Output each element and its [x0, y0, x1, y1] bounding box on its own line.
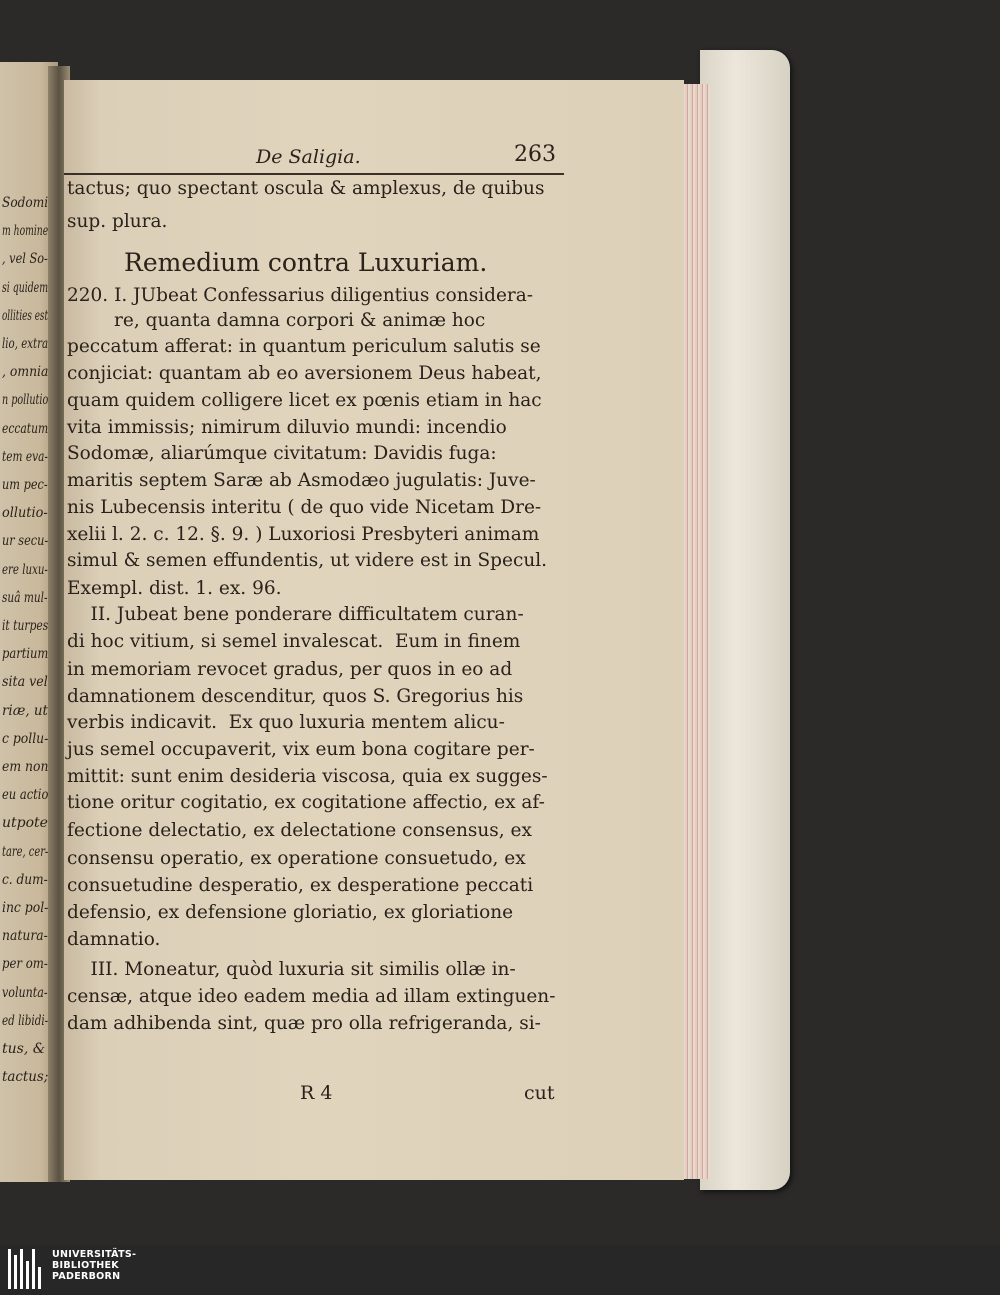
left-page-line: ollities est [2, 307, 48, 324]
left-page-line: tactus; [2, 1069, 49, 1086]
text-line: vita immissis; nimirum diluvio mundi: incendio [67, 417, 507, 438]
text-line: re, quanta damna corpori & animæ hoc [67, 310, 486, 331]
left-page-line: ur secu- [2, 533, 49, 550]
library-logo-icon [8, 1249, 46, 1289]
text-line: fectione delectatio, ex delectatione consensus, ex [67, 820, 532, 841]
left-page-line: eccatum [2, 420, 49, 437]
left-page-line: tus, & [2, 1041, 46, 1057]
left-page-line: um pec- [2, 477, 48, 493]
left-page-line: m homine [2, 223, 49, 240]
left-page-line: ed libidi- [2, 1012, 49, 1029]
left-page-line: Sodomi [2, 195, 49, 211]
section-heading: Remedium contra Luxuriam. [124, 248, 488, 277]
left-page-line: ere luxu- [2, 561, 48, 578]
signature-mark: R 4 [300, 1082, 333, 1104]
left-page-line: eu actio [2, 787, 49, 804]
text-line: jus semel occupaverit, vix eum bona cogitare per- [67, 739, 535, 760]
left-page-line: inc pol- [2, 900, 49, 916]
text-line: damnatio. [67, 929, 161, 950]
text-line: conjiciat: quantam ab eo aversionem Deus habeat, [67, 363, 542, 384]
left-page-line: c. dum- [2, 871, 48, 888]
left-page-line: , vel So- [2, 251, 48, 268]
text-line: Sodomæ, aliarúmque civitatum: Davidis fuga: [67, 443, 497, 464]
page-edges [680, 84, 710, 1179]
left-page-line: sita vel [2, 674, 48, 691]
text-line: defensio, ex defensione gloriatio, ex gloriatione [67, 902, 514, 923]
left-page-line: suâ mul- [2, 589, 48, 606]
text-line: 220. I. JUbeat Confessarius diligentius considera- [67, 285, 534, 306]
left-page-line: riæ, ut [2, 702, 48, 719]
left-page-line: ollutio- [2, 505, 48, 522]
text-line: simul & semen effundentis, ut videre est in Specul. [67, 550, 548, 571]
library-name [52, 1249, 136, 1282]
left-page-line: partium [2, 646, 49, 663]
text-line: nis Lubecensis interitu ( de quo vide Nicetam Dre- [67, 497, 542, 518]
footer-bar [0, 1245, 1000, 1295]
library-name-line2: BIBLIOTHEK [52, 1260, 119, 1271]
text-line: tactus; quo spectant oscula & amplexus, de quibus [67, 178, 545, 199]
book-cover [700, 50, 790, 1190]
left-page-line: per om- [2, 956, 48, 973]
text-line: Exempl. dist. 1. ex. 96. [67, 578, 282, 599]
left-page-line: , omnia [2, 364, 49, 381]
text-line: mittit: sunt enim desideria viscosa, quia ex sugges- [67, 766, 548, 787]
text-line: xelii l. 2. c. 12. §. 9. ) Luxoriosi Presbyteri animam [67, 524, 540, 545]
library-name-line3: PADERBORN [52, 1271, 121, 1282]
text-line: maritis septem Saræ ab Asmodæo jugulatis: Juve- [67, 470, 536, 491]
text-line: II. Jubeat bene ponderare difficultatem curan- [67, 604, 524, 625]
left-page-line: c pollu- [2, 730, 49, 747]
left-page-line: natura- [2, 928, 48, 945]
left-page-line: tare, cer- [2, 843, 49, 860]
left-page-line: tem eva- [2, 448, 48, 465]
text-line: tione oritur cogitatio, ex cogitatione affectio, ex af- [67, 792, 545, 813]
left-page-line: lio, extra [2, 336, 49, 352]
text-line: peccatum afferat: in quantum periculum salutis se [67, 336, 541, 357]
text-line: damnationem descenditur, quos S. Gregorius his [67, 686, 524, 707]
text-line: dam adhibenda sint, quæ pro olla refrigeranda, si- [67, 1013, 541, 1034]
left-page-line: n pollutio [2, 392, 49, 409]
header-rule [64, 173, 564, 175]
text-line: censæ, atque ideo eadem media ad illam extinguen- [67, 986, 556, 1007]
page-number: 263 [514, 142, 556, 167]
left-page-line: em non [2, 759, 49, 775]
text-line: sup. plura. [67, 211, 168, 232]
catchword: cut [524, 1082, 555, 1104]
text-line: di hoc vitium, si semel invalescat. Eum in finem [67, 631, 521, 652]
text-line: in memoriam revocet gradus, per quos in eo ad [67, 659, 513, 680]
text-line: III. Moneatur, quòd luxuria sit similis ollæ in- [67, 959, 516, 980]
left-page-line: si quidem [2, 279, 49, 296]
left-page-line: volunta- [2, 984, 48, 1001]
text-line: consuetudine desperatio, ex desperatione peccati [67, 875, 534, 896]
running-head: De Saligia. [256, 146, 361, 168]
left-page-line: it turpes [2, 618, 49, 634]
text-line: consensu operatio, ex operatione consuetudo, ex [67, 848, 526, 869]
text-line: verbis indicavit. Ex quo luxuria mentem alicu- [67, 712, 505, 733]
left-page-line: utpote [2, 815, 48, 832]
text-line: quam quidem colligere licet ex pœnis etiam in hac [67, 390, 542, 411]
library-name-line1: UNIVERSITÄTS- [52, 1249, 137, 1260]
